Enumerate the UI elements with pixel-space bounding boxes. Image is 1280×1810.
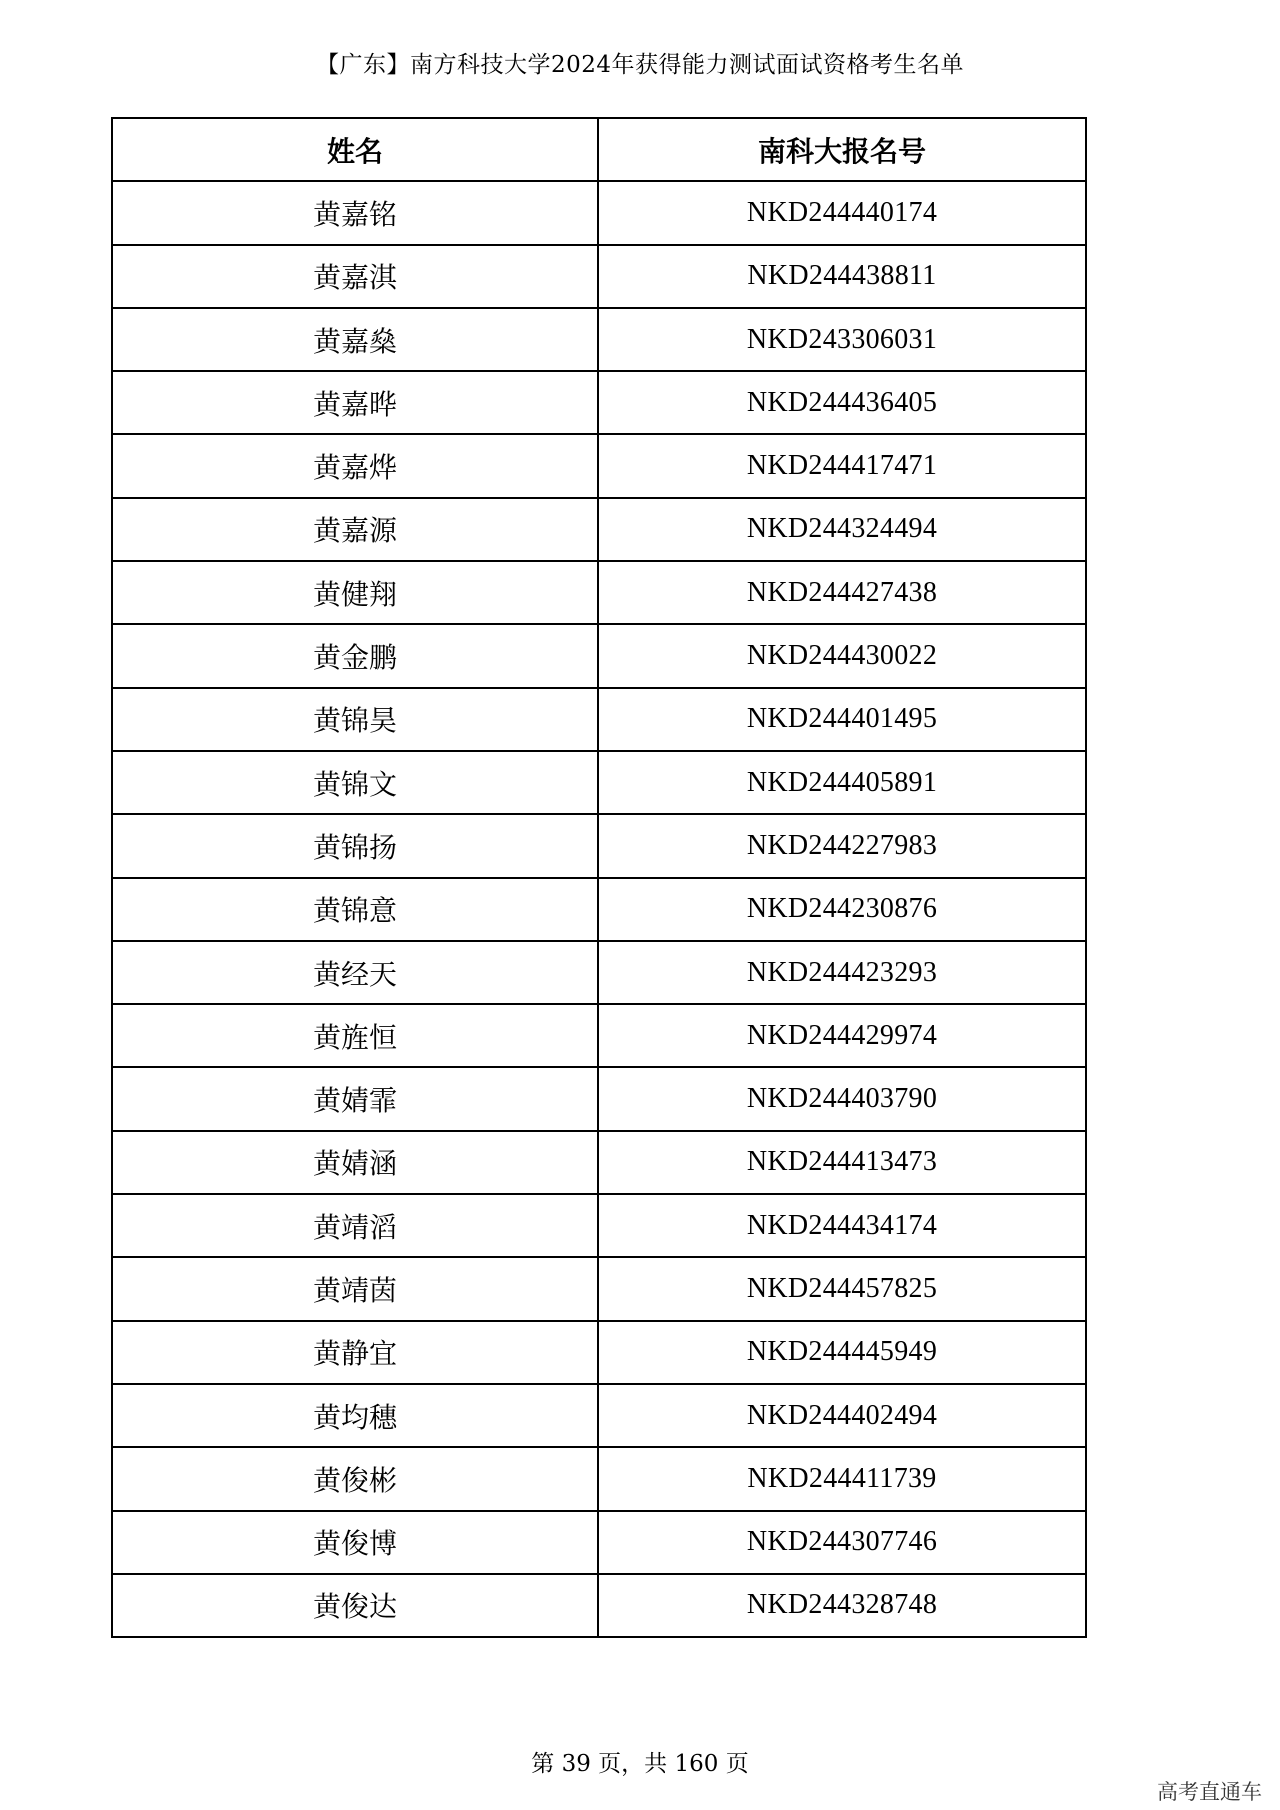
candidate-name-cell: 黄经天	[112, 941, 598, 1004]
candidate-name-cell: 黄金鹏	[112, 624, 598, 687]
registration-number-cell: NKD244230876	[598, 878, 1086, 941]
table-row	[112, 751, 1086, 814]
registration-number-cell: NKD244402494	[598, 1384, 1086, 1447]
table-row	[112, 1447, 1086, 1510]
candidate-name-cell: 黄嘉淇	[112, 245, 598, 308]
candidate-name-cell: 黄俊彬	[112, 1447, 598, 1510]
table-row	[112, 245, 1086, 308]
table-row	[112, 1384, 1086, 1447]
table-row	[112, 181, 1086, 244]
candidate-name-cell: 黄嘉晔	[112, 371, 598, 434]
candidate-name-cell: 黄靖滔	[112, 1194, 598, 1257]
candidate-name-cell: 黄锦扬	[112, 814, 598, 877]
registration-number-cell: NKD244457825	[598, 1257, 1086, 1320]
candidate-name-cell: 黄均穗	[112, 1384, 598, 1447]
registration-number-cell: NKD244423293	[598, 941, 1086, 1004]
table-row	[112, 434, 1086, 497]
table-row	[112, 1194, 1086, 1257]
table-row	[112, 1321, 1086, 1384]
candidate-name-cell: 黄健翔	[112, 561, 598, 624]
table-row	[112, 1257, 1086, 1320]
table-header-row	[112, 118, 1086, 181]
registration-number-cell: NKD244429974	[598, 1004, 1086, 1067]
table-body	[112, 181, 1086, 1637]
candidate-name-cell: 黄俊博	[112, 1511, 598, 1574]
candidate-name-cell: 黄嘉烨	[112, 434, 598, 497]
registration-number-cell: NKD244307746	[598, 1511, 1086, 1574]
candidate-name-cell: 黄俊达	[112, 1574, 598, 1637]
registration-number-cell: NKD244434174	[598, 1194, 1086, 1257]
candidate-name-cell: 黄静宜	[112, 1321, 598, 1384]
registration-number-cell: NKD244438811	[598, 245, 1086, 308]
candidate-name-cell: 黄嘉燊	[112, 308, 598, 371]
candidate-name-cell: 黄嘉源	[112, 498, 598, 561]
table-row	[112, 688, 1086, 751]
registration-number-cell: NKD244328748	[598, 1574, 1086, 1637]
registration-number-cell: NKD244227983	[598, 814, 1086, 877]
column-header-reg-no: 南科大报名号	[598, 118, 1086, 181]
candidate-name-cell: 黄锦意	[112, 878, 598, 941]
registration-number-cell: NKD244430022	[598, 624, 1086, 687]
table-row	[112, 624, 1086, 687]
registration-number-cell: NKD244403790	[598, 1067, 1086, 1130]
registration-number-cell: NKD244405891	[598, 751, 1086, 814]
candidate-name-cell: 黄婧涵	[112, 1131, 598, 1194]
table-row	[112, 1574, 1086, 1637]
registration-number-cell: NKD244427438	[598, 561, 1086, 624]
watermark-text: 高考直通车	[1157, 1780, 1262, 1804]
table-row	[112, 1511, 1086, 1574]
registration-number-cell: NKD244411739	[598, 1447, 1086, 1510]
candidate-name-cell: 黄锦昊	[112, 688, 598, 751]
registration-number-cell: NKD244417471	[598, 434, 1086, 497]
registration-number-cell: NKD244440174	[598, 181, 1086, 244]
table-row	[112, 1067, 1086, 1130]
page-title: 【广东】南方科技大学2024年获得能力测试面试资格考生名单	[315, 52, 965, 78]
candidate-name-cell: 黄靖茵	[112, 1257, 598, 1320]
table-row	[112, 498, 1086, 561]
table-row	[112, 371, 1086, 434]
candidate-table	[111, 117, 1087, 1638]
column-header-name: 姓名	[112, 118, 598, 181]
table-row	[112, 561, 1086, 624]
registration-number-cell: NKD244413473	[598, 1131, 1086, 1194]
table-row	[112, 1004, 1086, 1067]
table-row	[112, 941, 1086, 1004]
table-row	[112, 814, 1086, 877]
table-row	[112, 1131, 1086, 1194]
table-row	[112, 878, 1086, 941]
candidate-name-cell: 黄婧霏	[112, 1067, 598, 1130]
registration-number-cell: NKD244324494	[598, 498, 1086, 561]
table-row	[112, 308, 1086, 371]
candidate-name-cell: 黄锦文	[112, 751, 598, 814]
registration-number-cell: NKD243306031	[598, 308, 1086, 371]
page-number: 第 39 页，共 160 页	[531, 1751, 749, 1777]
registration-number-cell: NKD244445949	[598, 1321, 1086, 1384]
registration-number-cell: NKD244436405	[598, 371, 1086, 434]
candidate-name-cell: 黄旌恒	[112, 1004, 598, 1067]
candidate-name-cell: 黄嘉铭	[112, 181, 598, 244]
registration-number-cell: NKD244401495	[598, 688, 1086, 751]
